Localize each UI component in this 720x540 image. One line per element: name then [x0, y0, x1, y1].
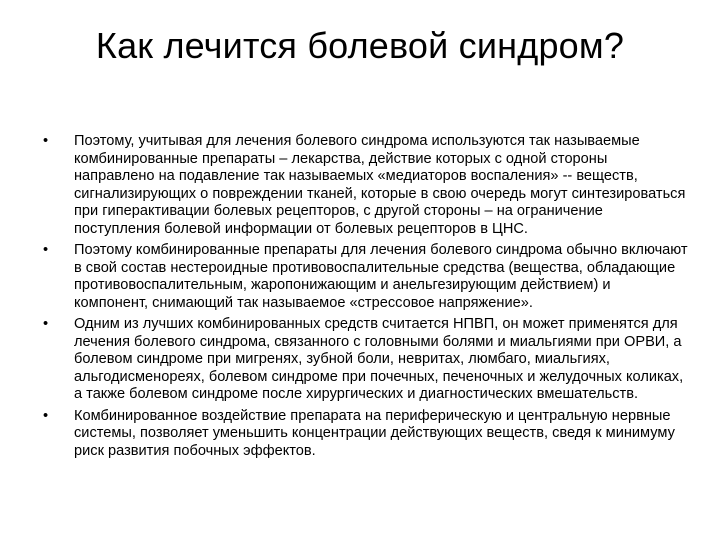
bullet-marker: • — [43, 242, 49, 258]
slide-title: Как лечится болевой синдром? — [95, 25, 625, 66]
bullet-text: Поэтому, учитывая для лечения болевого синдрома используются так называемые комбинированные препараты – лекарства, действие которых с одной стороны направлено на подавление так называемых «медиаторов воспаления» -- веществ, сигнализирующих о повреждении тканей, которые в свою очередь могут синтезироваться при гиперактивации болевых рецепторов, с другой стороны – на ограничение поступления болевой информации от болевых рецепторов в ЦНС. — [74, 133, 686, 237]
bullet-text: Поэтому комбинированные препараты для лечения болевого синдрома обычно включают в свой состав нестероидные противовоспалительные средства (вещества, обладающие противовоспалительным, жаропонижающим и анельгезирующим действием) и компонент, снимающий так называемое «стрессовое напряжение». — [74, 242, 688, 311]
bullet-item — [40, 242, 688, 312]
bullet-list — [40, 133, 688, 464]
bullet-marker: • — [43, 407, 49, 424]
bullet-text: Одним из лучших комбинированных средств считается НПВП, он может применятся для лечения болевого синдрома, связанного с головными болями и миальгиями при ОРВИ, а болевом синдроме при мигренях, зубной боли, невритах, люмбаго, миальгиях, альгодисменореях, болевом синдроме при почечных, печеночных и желудочных коликах, а также болевом синдроме после хирургических и диагностических вмешательств. — [74, 316, 684, 402]
bullet-item — [40, 133, 688, 238]
bullet-text: Комбинированное воздействие препарата на периферическую и центральную нервные системы, позволяет уменьшить концентрации действующих веществ, сведя к минимуму риск развития побочных эффектов. — [74, 407, 675, 459]
bullet-item — [40, 316, 688, 404]
bullet-marker: • — [43, 316, 49, 332]
bullet-marker: • — [43, 133, 49, 149]
bullet-item — [40, 408, 688, 461]
